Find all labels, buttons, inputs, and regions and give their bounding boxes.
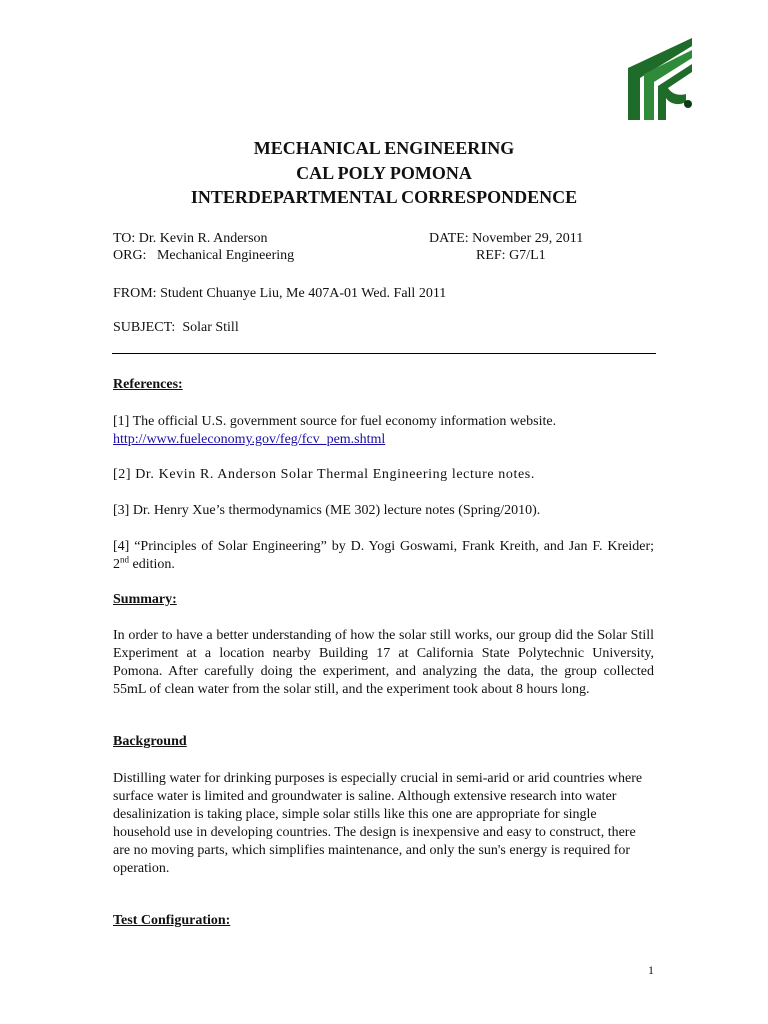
reference-2: [2] Dr. Kevin R. Anderson Solar Thermal Engineering lecture notes. (113, 467, 535, 482)
department-heading: MECHANICAL ENGINEERING (253, 138, 515, 158)
memo-subject: SUBJECT: Solar Still (113, 320, 239, 335)
background-paragraph: Distilling water for drinking purposes is especially crucial in semi-arid or arid countries where surface water is limited and groundwater is saline. Although extensive research into water desalinization is taking place, simple solar stills like this one are appropriate for single household use in developing countries. The design is inexpensive and easy to construct, there are no moving parts, which simplifies maintenance, and only the sun's energy is required for operation. (113, 771, 643, 876)
reference-1-text: [1] The official U.S. government source for fuel economy information website. (113, 414, 557, 429)
references-heading: References: (113, 377, 183, 392)
memo-org: ORG: Mechanical Engineering (113, 248, 295, 263)
background-heading: Background (113, 734, 187, 749)
reference-3: [3] Dr. Henry Xue’s thermodynamics (ME 302) lecture notes (Spring/2010). (113, 503, 541, 518)
page-number: 1 (648, 963, 654, 977)
memo-date: DATE: November 29, 2011 (429, 231, 584, 246)
memo-from: FROM: Student Chuanye Liu, Me 407A-01 Wed. Fall 2011 (113, 286, 447, 301)
divider (112, 353, 656, 354)
university-heading: CAL POLY POMONA (296, 163, 472, 183)
test-configuration-heading: Test Configuration: (113, 913, 231, 928)
reference-4-edition: edition. (129, 557, 175, 572)
summary-paragraph: In order to have a better understanding of how the solar still works, our group did the Solar Still Experiment at a location nearby Building 17 at California State Polytechnic University, Pomona. After carefully doing the experiment, and analyzing the data, the group collected 55mL of clean water from the solar still, and the experiment took about 8 hours long. (113, 628, 654, 697)
reference-1 (113, 413, 654, 449)
summary-heading: Summary: (113, 592, 177, 607)
university-logo-icon (622, 38, 694, 120)
reference-4 (113, 538, 654, 574)
reference-4-sup: nd (120, 554, 129, 565)
memo-ref: REF: G7/L1 (476, 248, 546, 263)
correspondence-heading: INTERDEPARTMENTAL CORRESPONDENCE (190, 187, 578, 207)
reference-4-text: [4] “Principles of Solar Engineering” by D. Yogi Goswami, Frank Kreith, and Jan F. Kreider; 2 (113, 539, 654, 572)
reference-1-link[interactable]: http://www.fueleconomy.gov/feg/fcv_pem.shtml (113, 432, 386, 447)
memo-to: TO: Dr. Kevin R. Anderson (113, 231, 268, 246)
